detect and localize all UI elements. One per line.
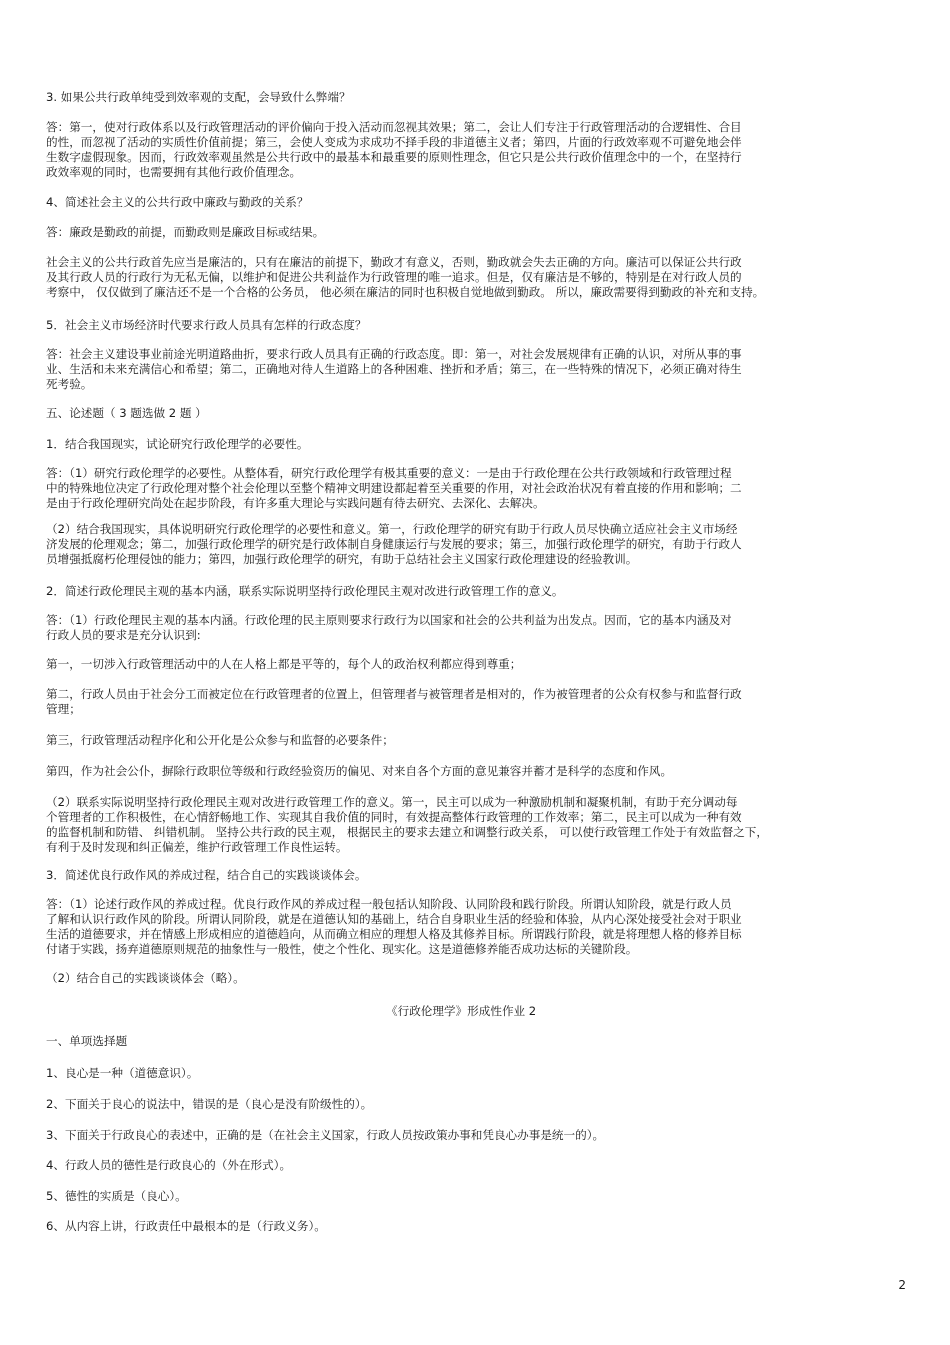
text-line: 及其行政人员的行政行为无私无偏，以维护和促进公共利益作为行政管理的唯一追求。但是，仅有廉洁是不够的，特别是在对行政人员的 xyxy=(46,270,742,284)
paragraph xyxy=(46,1189,187,1204)
paragraph xyxy=(46,764,672,779)
paragraph xyxy=(46,466,742,511)
paragraph xyxy=(46,1066,198,1081)
text-line: 员增强抵腐朽伦理侵蚀的能力；第四，加强行政伦理学的研究，有助于总结社会主义国家行政伦理建设的经验教训。 xyxy=(46,552,638,566)
text-line: 3、下面关于行政良心的表述中，正确的是（在社会主义国家，行政人员按政策办事和凭良心办事是统一的）。 xyxy=(46,1128,605,1142)
text-line: 4、行政人员的德性是行政良心的（外在形式）。 xyxy=(46,1158,292,1172)
text-line: 生活的道德要求，并在情感上形成相应的道德趋向，从而确立相应的理想人格及其修养目标。所谓践行阶段，就是将理想人格的修养目标 xyxy=(46,927,742,941)
text-line: 4、简述社会主义的公共行政中廉政与勤政的关系？ xyxy=(46,195,309,209)
text-line: 1．结合我国现实，试论研究行政伦理学的必要性。 xyxy=(46,437,309,451)
text-line: 5、德性的实质是（良心）。 xyxy=(46,1189,187,1203)
text-line: 政效率观的同时，也需要拥有其他行政价值理念。 xyxy=(46,165,302,179)
paragraph xyxy=(46,195,308,210)
text-line: （2）结合我国现实，具体说明研究行政伦理学的必要性和意义。第一，行政伦理学的研究有助于行政人员尽快确立适应社会主义市场经 xyxy=(46,522,738,536)
paragraph xyxy=(46,795,768,855)
text-line: 答：（1）论述行政作风的养成过程。优良行政作风的养成过程一般包括认知阶段、认同阶段和践行阶段。所谓认知阶段，就是行政人员 xyxy=(46,897,732,911)
paragraph xyxy=(46,120,742,180)
paragraph xyxy=(46,90,351,105)
page-number: 2 xyxy=(898,1278,906,1292)
paragraph xyxy=(46,657,521,672)
text-line: 了解和认识行政作风的阶段。所谓认同阶段，就是在道德认知的基础上，结合自身职业生活的经验和体验，从内心深处接受社会对于职业 xyxy=(46,912,742,926)
paragraph xyxy=(46,318,366,333)
text-line: 社会主义的公共行政首先应当是廉洁的，只有在廉洁的前提下，勤政才有意义，否则，勤政就会失去正确的方向。廉洁可以保证公共行政 xyxy=(46,255,742,269)
text-line: 管理； xyxy=(46,702,81,716)
paragraph xyxy=(46,584,564,599)
text-line: 的性，而忽视了活动的实质性价值前提；第三，会使人变成为求成功不择手段的非道德主义者；第四，片面的行政效率观不可避免地会伴 xyxy=(46,135,742,149)
text-line: 生数字虚假现象。因而，行政效率观虽然是公共行政中的最基本和最重要的原则性理念，但它只是公共行政价值理念中的一个，在坚持行 xyxy=(46,150,742,164)
paragraph xyxy=(46,406,207,421)
text-line: 第四，作为社会公仆，摒除行政职位等级和行政经验资历的偏见、对来自各个方面的意见兼容并蓄才是科学的态度和作风。 xyxy=(46,764,673,778)
text-line: 6、从内容上讲，行政责任中最根本的是（行政义务）。 xyxy=(46,1219,326,1233)
text-line: 是由于行政伦理研究尚处在起步阶段，有许多重大理论与实践问题有待去研究、去深化、去解决。 xyxy=(46,496,545,510)
text-line: 答：社会主义建设事业前途光明道路曲折，要求行政人员具有正确的行政态度。即：第一，对社会发展规律有正确的认识，对所从事的事 xyxy=(46,347,742,361)
text-line: （2）结合自己的实践谈谈体会（略）。 xyxy=(46,971,245,985)
text-line: 3. 如果公共行政单纯受到效率观的支配，会导致什么弊端？ xyxy=(46,90,351,104)
text-line: 2．简述行政伦理民主观的基本内涵，联系实际说明坚持行政伦理民主观对改进行政管理工作的意义。 xyxy=(46,584,564,598)
paragraph xyxy=(46,437,308,452)
text-line: 的监督机制和防错、 纠错机制。 坚持公共行政的民主观， 根据民主的要求去建立和调整行政关系， 可以使行政管理工作处于有效监督之下， xyxy=(46,825,768,839)
paragraph xyxy=(46,971,245,986)
paragraph xyxy=(46,1034,127,1049)
text-line: 一、单项选择题 xyxy=(46,1034,128,1048)
paragraph xyxy=(46,255,764,300)
paragraph xyxy=(46,868,366,883)
text-line: 济发展的伦理观念；第二，加强行政伦理学的研究是行政体制自身健康运行与发展的要求；第三，加强行政伦理学的研究，有助于行政人 xyxy=(46,537,742,551)
text-line: 个管理者的工作积极性，在心情舒畅地工作、实现其自我价值的同时，有效提高整体行政管理的工作效率；第二，民主可以成为一种有效 xyxy=(46,810,742,824)
text-line: 付诸于实践，扬弃道德原则规范的抽象性与一般性，使之个性化、现实化。这是道德修养能否成功达标的关键阶段。 xyxy=(46,942,638,956)
text-line: 答：廉政是勤政的前提，而勤政则是廉政目标或结果。 xyxy=(46,225,325,239)
text-line: 第二，行政人员由于社会分工而被定位在行政管理者的位置上，但管理者与被管理者是相对的，作为被管理者的公众有权参与和监督行政 xyxy=(46,687,742,701)
text-line: 五、论述题（ 3 题选做 2 题 ） xyxy=(46,406,207,420)
text-line: 答：（1）研究行政伦理学的必要性。从整体看，研究行政伦理学有极其重要的意义：一是由于行政伦理在公共行政领域和行政管理过程 xyxy=(46,466,732,480)
text-line: 答：（1）行政伦理民主观的基本内涵。行政伦理的民主原则要求行政行为以国家和社会的公共利益为出发点。因而，它的基本内涵及对 xyxy=(46,613,732,627)
paragraph xyxy=(46,225,324,240)
text-line: 业、生活和未来充满信心和希望；第二，正确地对待人生道路上的各种困难、挫折和矛盾；第三，在一些特殊的情况下，必须正确对待生 xyxy=(46,362,742,376)
text-line: 行政人员的要求是充分认识到: xyxy=(46,628,201,642)
paragraph xyxy=(46,1097,372,1112)
paragraph xyxy=(46,522,742,567)
text-line: （2）联系实际说明坚持行政伦理民主观对改进行政管理工作的意义。第一，民主可以成为一种激励机制和凝聚机制，有助于充分调动每 xyxy=(46,795,738,809)
paragraph xyxy=(46,897,742,957)
paragraph xyxy=(46,1158,291,1173)
text-line: 中的特殊地位决定了行政伦理对整个社会伦理以至整个精神文明建设都起着至关重要的作用，对社会政治状况有着直接的作用和影响；二 xyxy=(46,481,742,495)
section-title: 《行政伦理学》形成性作业 2 xyxy=(386,1004,537,1018)
text-line: 5．社会主义市场经济时代要求行政人员具有怎样的行政态度？ xyxy=(46,318,367,332)
paragraph xyxy=(46,613,732,643)
text-line: 3．简述优良行政作风的养成过程，结合自己的实践谈谈体会。 xyxy=(46,868,367,882)
text-line: 第一，一切涉入行政管理活动中的人在人格上都是平等的，每个人的政治权利都应得到尊重； xyxy=(46,657,522,671)
paragraph xyxy=(46,1219,326,1234)
paragraph xyxy=(46,1128,604,1143)
paragraph xyxy=(46,687,742,717)
text-line: 死考验。 xyxy=(46,377,93,391)
paragraph xyxy=(46,733,394,748)
text-line: 1、良心是一种（道德意识）。 xyxy=(46,1066,199,1080)
text-line: 有利于及时发现和纠正偏差，维护行政管理工作良性运转。 xyxy=(46,840,348,854)
text-line: 第三，行政管理活动程序化和公开化是公众参与和监督的必要条件； xyxy=(46,733,394,747)
text-line: 2、下面关于良心的说法中，错误的是（良心是没有阶级性的）。 xyxy=(46,1097,373,1111)
text-line: 答：第一，使对行政体系以及行政管理活动的评价偏向于投入活动而忽视其效果；第二，会让人们专注于行政管理活动的合逻辑性、合目 xyxy=(46,120,742,134)
paragraph xyxy=(46,347,742,392)
text-line: 考察中， 仅仅做到了廉洁还不是一个合格的公务员， 他必须在廉洁的同时也积极自觉地做到勤政。 所以，廉政需要得到勤政的补充和支持。 xyxy=(46,285,765,299)
